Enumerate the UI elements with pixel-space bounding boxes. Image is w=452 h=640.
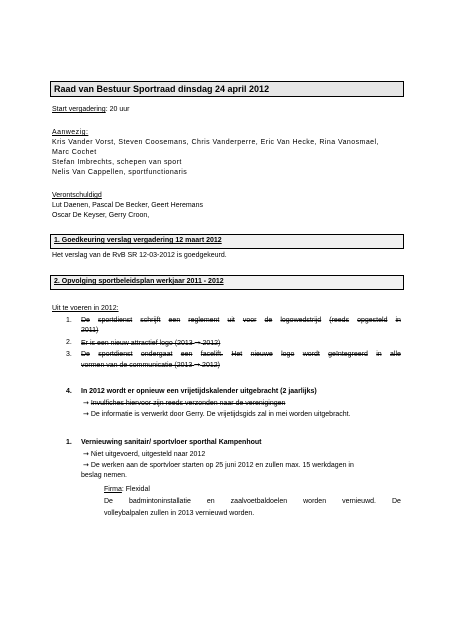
word: vernieuwd. (342, 498, 376, 505)
item-5-number: 1. (66, 439, 72, 446)
todo-label: Uit te voeren in 2012: (52, 305, 119, 312)
section-1-header (50, 234, 404, 249)
word: badmintoninstallatie (128, 498, 191, 505)
arrow-icon: → (83, 410, 89, 418)
word: De (81, 317, 90, 324)
word: sportdienst (98, 351, 133, 358)
section-2-header (50, 275, 404, 290)
word: sportdienst (97, 317, 133, 324)
present-line-4: Nelis Van Cappellen, sportfunctionaris (52, 169, 188, 176)
word: zaalvoetbaldoelen (230, 498, 288, 505)
item-5-sub-2 (83, 460, 354, 471)
firm-line-2 (104, 497, 401, 507)
excused-line-1: Lut Daenen, Pascal De Becker, Geert Heremans (52, 202, 203, 209)
word: wordt (302, 351, 320, 358)
item-5-sub-1 (83, 449, 205, 460)
start-label: Start vergadering (52, 106, 106, 113)
item-4-number: 4. (66, 388, 72, 395)
arrow-icon: → (83, 450, 89, 458)
meeting-title-box (50, 81, 404, 97)
word: ondergaat (140, 351, 173, 358)
word: (reeds (329, 317, 350, 324)
item-5-sub-2-cont: beslag nemen. (81, 472, 127, 479)
item-4-sub-2 (83, 409, 351, 420)
word: opgesteld (357, 317, 388, 324)
item-2-number: 2. (66, 339, 72, 346)
word: facelift. (200, 351, 223, 358)
item-4-sub-2-text: De informatie is verwerkt door Gerry. De vrijetijdsgids zal in mei worden uitgebracht. (90, 411, 351, 418)
item-3-line-2 (81, 360, 220, 371)
item-5-title: Vernieuwing sanitair/ sportvloer sporthal Kampenhout (81, 439, 262, 446)
word: de (264, 317, 273, 324)
section-1-body: Het verslag van de RvB SR 12-03-2012 is goedgekeurd. (52, 252, 227, 259)
start-value: : 20 uur (105, 106, 130, 113)
item-1-line-1 (81, 316, 401, 326)
word: worden (303, 498, 327, 505)
firm-value: : Flexidal (121, 486, 150, 493)
meeting-title: Raad van Bestuur Sportraad dinsdag 24 april 2012 (54, 84, 270, 94)
item-2-text-end: 2012) (200, 340, 221, 347)
item-4-title: In 2012 wordt er opnieuw een vrijetijdskalender uitgebracht (2 jaarlijks) (81, 388, 317, 395)
item-4-sub-1 (83, 398, 285, 409)
present-line-3: Stefan Imbrechts, schepen van sport (52, 159, 182, 166)
present-line-1: Kris Vander Vorst, Steven Coosemans, Chris Vanderperre, Eric Van Hecke, Rina Vanosmael, (52, 139, 379, 146)
firm-line-3: volleybalpalen zullen in 2013 vernieuwd worden. (104, 510, 255, 517)
word: Het (231, 351, 243, 358)
word: logowedstrijd (280, 317, 322, 324)
word: De (104, 498, 113, 505)
start-line (52, 105, 129, 115)
word: De (391, 498, 401, 505)
word: voor (242, 317, 257, 324)
section-2-title: 2. Opvolging sportbeleidsplan werkjaar 2011 - 2012 (54, 278, 224, 285)
word: alle (390, 351, 401, 358)
firm-label: Firma (104, 486, 122, 493)
word: in (376, 351, 382, 358)
word: uit (227, 317, 235, 324)
arrow-icon: → (194, 361, 201, 369)
word: nieuwe (250, 351, 273, 358)
item-5-sub-1-text: Niet uitgevoerd, uitgesteld naar 2012 (90, 451, 206, 458)
firm-line (104, 485, 150, 495)
item-1-line-2: 2011) (81, 327, 99, 334)
word: schrijft (140, 317, 161, 324)
word: logo (281, 351, 295, 358)
present-label: Aanwezig: (52, 129, 89, 136)
item-3-line-2-main: vormen van de communicatie (2013 (81, 362, 195, 369)
word: geïntegreerd (328, 351, 368, 358)
item-2-text-main: Er is een nieuw attractief logo (2013 (81, 340, 195, 347)
item-2-text (81, 338, 220, 349)
arrow-icon: → (83, 399, 89, 407)
word: een (168, 317, 181, 324)
item-4-sub-1-text: Invulfiches hiervoor zijn reeds verzonden naar de verenigingen (90, 400, 286, 407)
item-1-number: 1. (66, 317, 72, 324)
word: en (206, 498, 215, 505)
section-1-title: 1. Goedkeuring verslag vergadering 12 maart 2012 (54, 237, 222, 244)
word: in (395, 317, 401, 324)
word: reglement (188, 317, 220, 324)
item-3-line-2-end: 2012) (200, 362, 220, 369)
present-line-2: Marc Cochet (52, 149, 97, 156)
excused-line-2: Oscar De Keyser, Gerry Croon, (52, 212, 150, 219)
item-3-line-1 (81, 350, 401, 360)
arrow-icon: → (83, 461, 89, 469)
item-3-number: 3. (66, 351, 72, 358)
item-5-sub-2-text: De werken aan de sportvloer starten op 25 juni 2012 en zullen max. 15 werkdagen in (90, 462, 354, 469)
excused-label: Verontschuldigd (52, 192, 102, 199)
word: een (180, 351, 193, 358)
word: De (81, 351, 90, 358)
arrow-icon: → (194, 339, 201, 347)
